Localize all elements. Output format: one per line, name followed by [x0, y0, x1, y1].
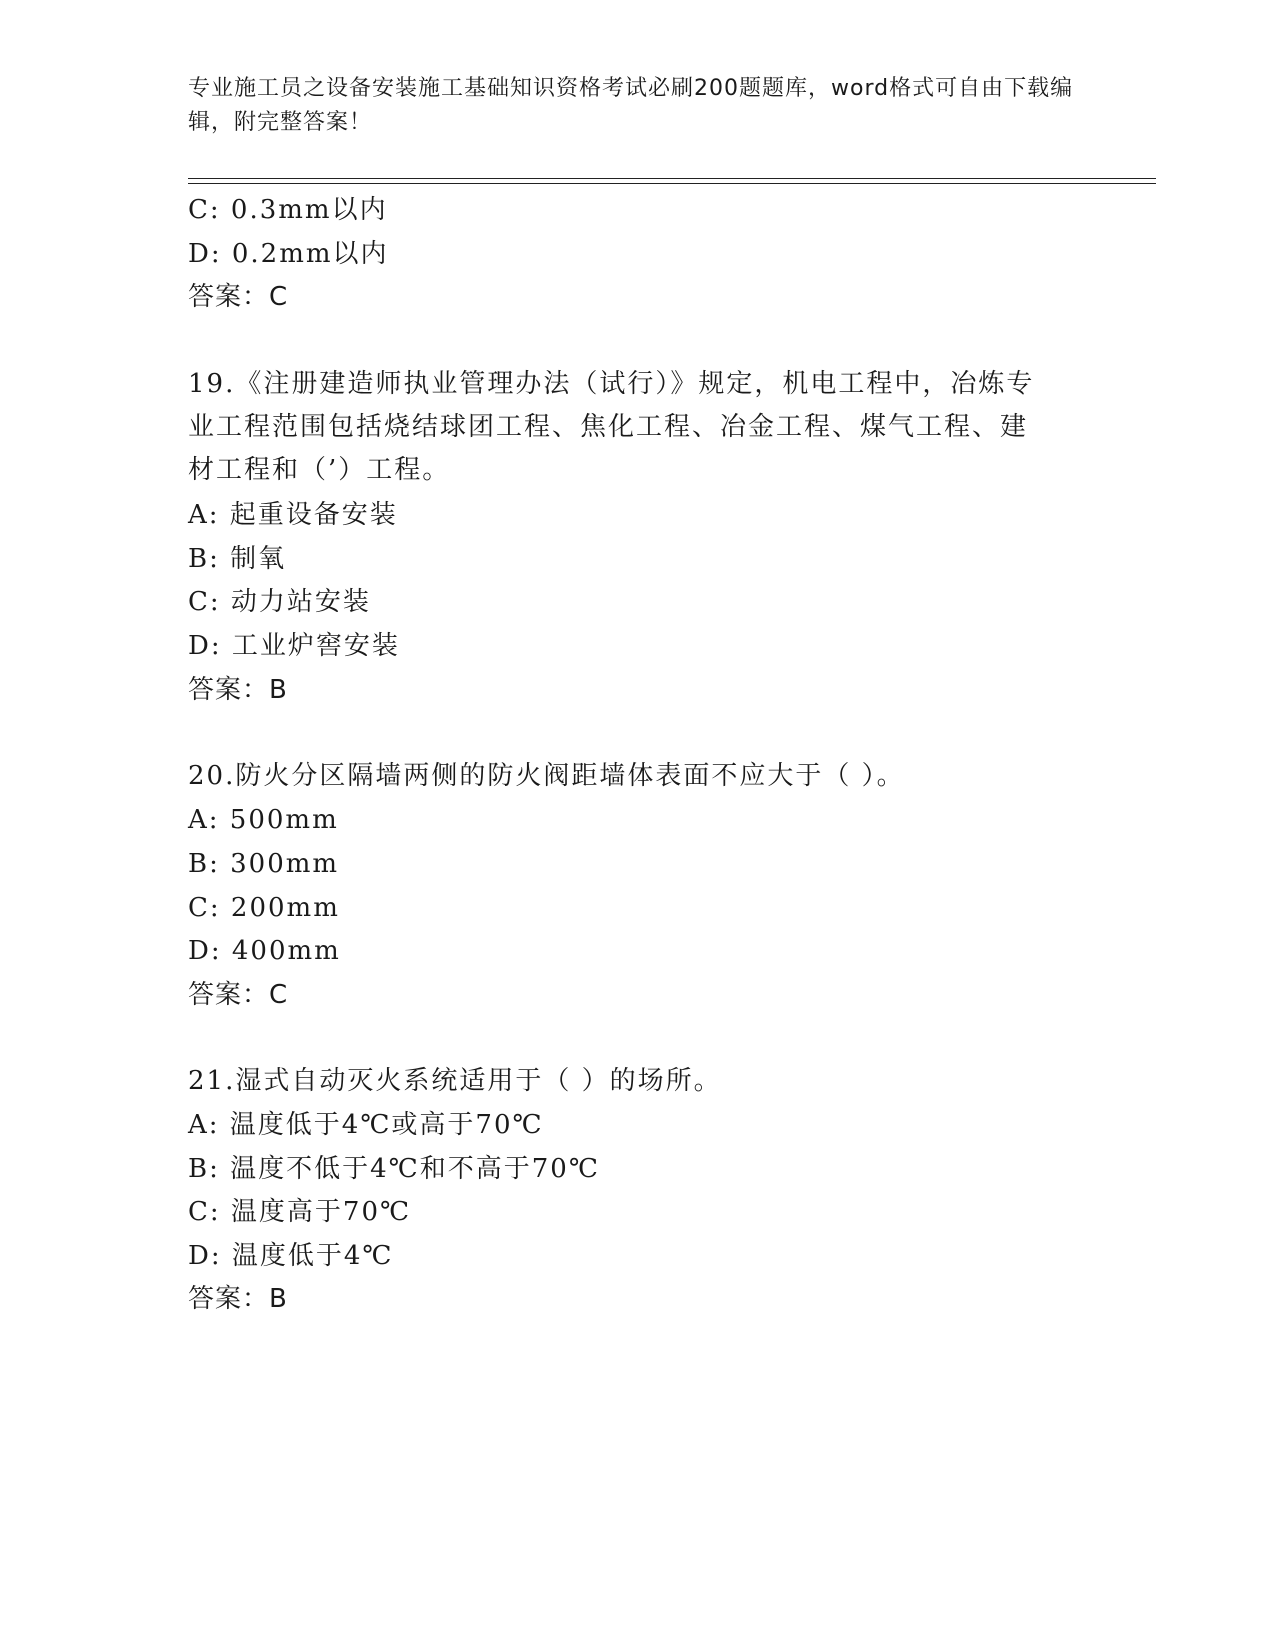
q21-answer: 答案：B [188, 1284, 288, 1314]
q21-option-b: B: 温度不低于4℃和不高于70℃ [188, 1154, 600, 1184]
q20-option-b: B: 300mm [188, 849, 340, 879]
q19-text-line-2: 业工程范围包括烧结球团工程、焦化工程、冶金工程、煤气工程、建 [188, 412, 1029, 442]
q21-option-a: A: 温度低于4℃或高于70℃ [188, 1110, 544, 1140]
q18-answer: 答案：C [188, 282, 289, 312]
q21-option-c: C: 温度高于70℃ [188, 1197, 412, 1227]
q19-option-d: D: 工业炉窖安装 [188, 631, 400, 661]
header-rule-top [188, 178, 1156, 179]
q19-option-b: B: 制氧 [188, 544, 287, 574]
q20-option-d: D: 400mm [188, 936, 341, 966]
document-header: 专业施工员之设备安装施工基础知识资格考试必刷200题题库，word格式可自由下载编辑，附完整答案！ [188, 76, 1074, 135]
q20-option-a: A: 500mm [188, 805, 339, 835]
q20-question: 20.防火分区隔墙两侧的防火阀距墙体表面不应大于（ ）。 [188, 761, 905, 791]
q20-answer: 答案：C [188, 980, 289, 1010]
q19-text-line-1: 19.《注册建造师执业管理办法（试行）》规定，机电工程中，冶炼专 [188, 369, 1035, 399]
q19-option-c: C: 动力站安装 [188, 587, 371, 617]
q18-option-c: C: 0.3mm以内 [188, 195, 388, 225]
q21-question: 21.湿式自动灭火系统适用于（ ）的场所。 [188, 1066, 722, 1096]
q18-option-d: D: 0.2mm以内 [188, 239, 389, 269]
q19-option-a: A: 起重设备安装 [188, 500, 398, 530]
q19-text-line-3: 材工程和（’）工程。 [188, 455, 451, 485]
q20-option-c: C: 200mm [188, 893, 340, 923]
q19-answer: 答案：B [188, 675, 288, 705]
q21-option-d: D: 温度低于4℃ [188, 1241, 394, 1271]
header-rule-bottom [188, 183, 1156, 184]
